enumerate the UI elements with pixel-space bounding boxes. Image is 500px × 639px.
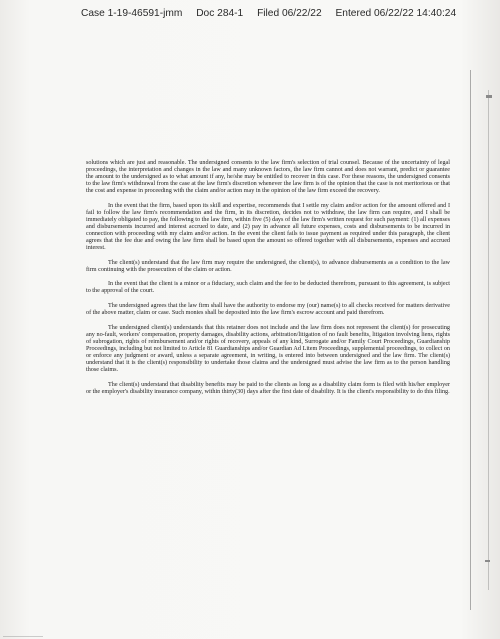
paragraph-exclusions: The undersigned client(s) understands that this retainer does not include and the law firm does not represent the client(s) for prosecuting any no-fault, workers' compensation, property damages, disability actions, arbitration/litigation of no fault benefits, litigation involving liens, rights of subrogation, rights of reimbursement and/or rights of recovery, appeals of any kind, Surrogate and/or Family Court Proceedings, Guardianship Proceedings, including but not limited to Article 81 Guardianships and/or Guardian Ad Litem Proceedings, supplemental proceedings, to collect on or enforce any judgment or award, unless a separate agreement, in writing, is entered into between undersigned and the law firm. The client(s) understand that it is the client(s) responsibility to undertake those claims and the undersigned must advise the law firm as to the person handling those claims.	[86, 324, 450, 374]
scan-edge-line-outer	[488, 90, 489, 590]
scan-speck	[486, 95, 492, 98]
entered-date: Entered 06/22/22 14:40:24	[335, 8, 457, 19]
document-body	[86, 160, 450, 403]
case-number: Case 1-19-46591-jmm	[81, 8, 183, 19]
paragraph-withdrawal: solutions which are just and reasonable. The undersigned consents to the law firm's selection of trial counsel. Because of the uncertainty of legal proceedings, the interpretation and changes in the law and many unknown factors, the law firm cannot and does not warrant, predict or guarantee the amount to the undersigned as to what amount if any, he/she may be entitled to recover in this case. For these reasons, the undersigned consents to the law firm's withdrawal from the case at the law firm's discretion whenever the law firm is of the opinion that the case is not meritorious or that the cost and expense in proceeding with the claim and/or action may in the opinion of the law firm exceed the recovery.	[86, 160, 450, 195]
document-number: Doc 284-1	[196, 8, 244, 19]
paragraph-disbursements: The client(s) understand that the law firm may require the undersigned, the client(s), to advance disbursements as a condition to the law firm continuing with the prosecution of the claim or action.	[86, 259, 450, 273]
scan-edge-line	[470, 70, 471, 610]
filed-date: Filed 06/22/22	[257, 8, 322, 19]
paragraph-minor-fiduciary: In the event that the client is a minor or a fiduciary, such claim and the fee to be deducted therefrom, pursuant to this agreement, is subject to the approval of the court.	[86, 281, 450, 295]
court-filing-header	[81, 8, 481, 19]
paragraph-disability: The client(s) understand that disability benefits may be paid to the clients as long as a disability claim form is filed with his/her employer or the employer's disability insurance company, within thirty(30) days after the first date of disability. It is the client's responsibility to do this filing.	[86, 381, 450, 395]
scan-speck	[3, 636, 43, 637]
paragraph-settlement: In the event that the firm, based upon its skill and expertise, recommends that I settle my claim and/or action for the amount offered and I fail to follow the law firm's recommendation and the firm, in its discretion, decides not to withdraw, the law firm can require, and I shall be immediately obligated to pay, the following to the law firm, within five (5) days of the law firm's written request for such payment: (1) all expenses and disbursements incurred and interest accrued to date, and (2) pay in advance all future expenses, costs and disbursements to be incurred in connection with proceeding with my claim and/or action. In the event the client fails to issue payment as required under this paragraph, the client agrees that the fee due and owing the law firm shall be based upon the amount so offered together with all disbursements, expenses and accrued interest.	[86, 202, 450, 252]
scan-speck	[485, 560, 490, 562]
paragraph-endorsement: The undersigned agrees that the law firm shall have the authority to endorse my (our) name(s) to all checks received for matters derivative of the above matter, claim or case. Such monies shall be deposited into the law firm's escrow account and paid therefrom.	[86, 303, 450, 317]
